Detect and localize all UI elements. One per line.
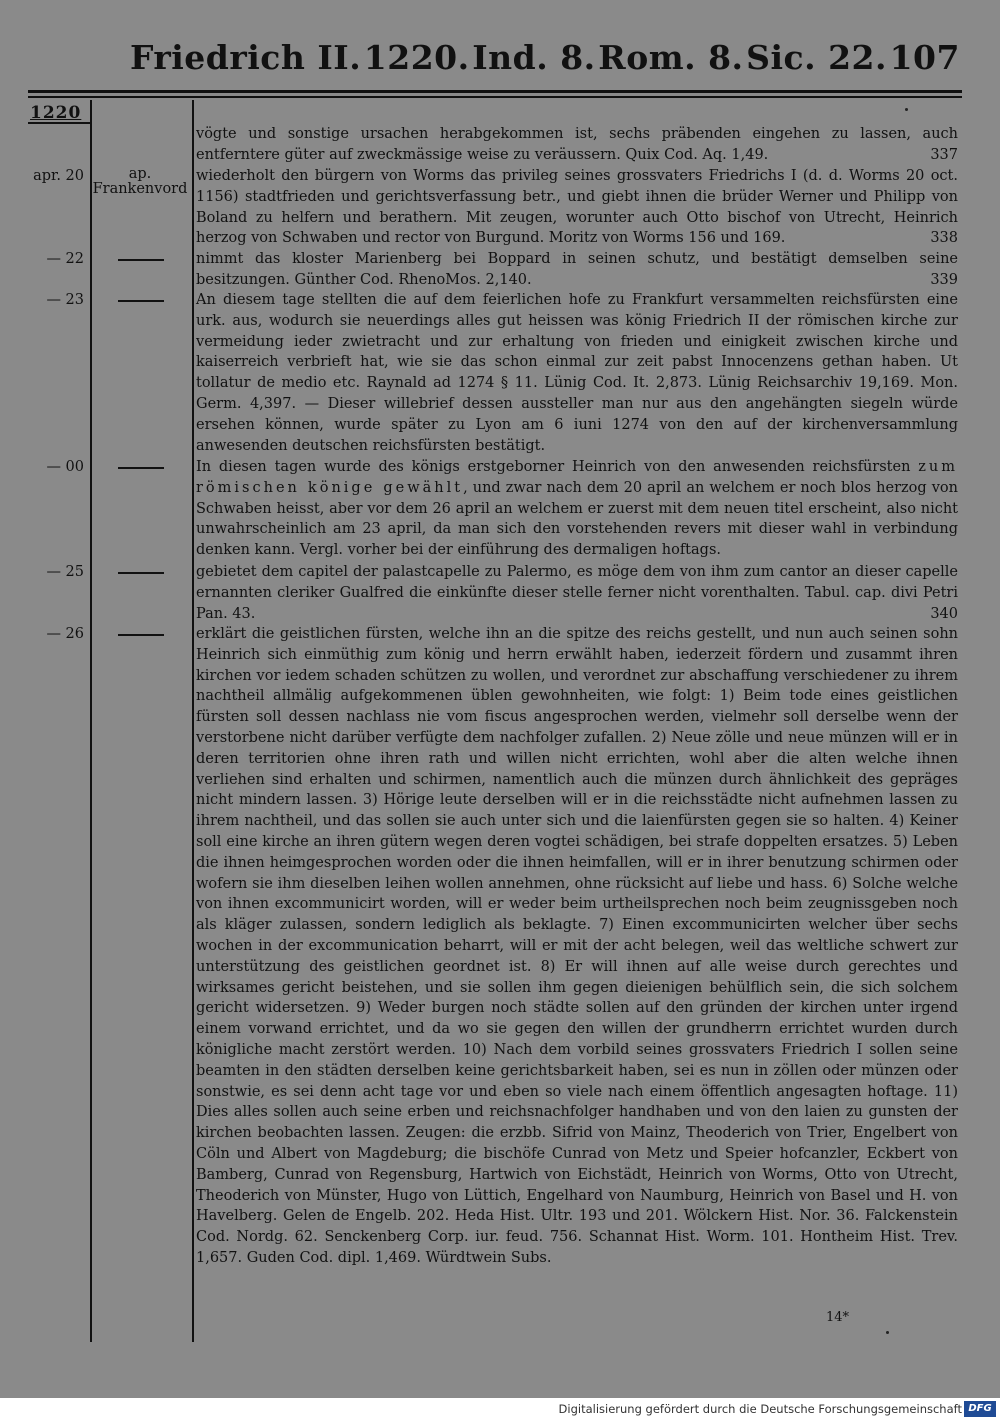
entry-number: 340 — [930, 605, 958, 622]
speck — [905, 108, 908, 111]
header-rule-thick — [28, 90, 962, 93]
column-divider-place — [192, 100, 194, 1342]
header-sic: Sic. 22. — [746, 38, 887, 77]
ditto-dash — [118, 300, 164, 302]
ditto-dash — [118, 634, 164, 636]
year-label: 1220 — [30, 103, 82, 123]
entry-date: apr. 20 — [33, 168, 84, 184]
entry-date: — 22 — [46, 251, 84, 267]
entry-text: vögte und sonstige ursachen herabgekommen ist, sechs präbenden eingehen zu lassen, auch entferntere güter auf zweckmässige weise zu veräussern. Quix Cod. Aq. 1,49. 337 — [196, 124, 958, 166]
header-rule-thin — [28, 96, 962, 98]
footer-text: Digitalisierung gefördert durch die Deutsche Forschungsgemeinschaft — [558, 1402, 962, 1416]
entry-text: wiederholt den bürgern von Worms das privileg seines grossvaters Friedrichs I (d. d. Worms 20 oct. 1156) stadtfrieden und gerichtsverfassung betr., und giebt ihnen die brüder Werner und Philipp von Boland zu helfern und berathern. Mit zeugen, worunter auch Otto bischof von Utrecht, Heinrich herzog von Schwaben und rector von Burgund. Moritz von Worms 156 und 169. 338 — [196, 166, 958, 249]
entry-place: ap. Frankenvord — [92, 166, 188, 197]
entry-text: In diesen tagen wurde des königs erstgeborner Heinrich von den anwesenden reichsfürsten zum römischen könige gewählt, und zwar nach dem 20 april an welchem er noch blos herzog von Schwaben heisst, aber vor dem 26 april an welchem er zuerst mit dem neuen titel erscheint, also nicht unwahrscheinlich am 23 april, da man sich den vorstehenden revers mit dieser wahl in verbindung denken kann. Vergl. vorher bei der einführung des dermaligen hoftags. — [196, 459, 958, 559]
dfg-logo: DFG — [964, 1401, 996, 1417]
entry-number: 338 — [930, 230, 958, 247]
entry-text: nimmt das kloster Marienberg bei Boppard in seinen schutz, und bestätigt demselben seine besitzungen. Günther Cod. RhenoMos. 2,140. 339 — [196, 249, 958, 291]
running-header — [130, 38, 960, 88]
entry-text: gebietet dem capitel der palastcapelle zu Palermo, es möge dem von ihm zum cantor an dieser capelle ernannten cleriker Gualfred die einkünfte dieser stelle ferner nicht vorenthalten. Tabul. cap. divi Petri Pan. 43. 340 — [196, 562, 958, 624]
speck — [886, 1331, 889, 1334]
entry-date: — 26 — [46, 626, 84, 642]
entry-text: erklärt die geistlichen fürsten, welche ihn an die spitze des reichs gestellt, und nun auch seinen sohn Heinrich sich einmüthig zum könig und herrn erwählt haben, iederzeit fördern und zusammt ihren kirchen vor iedem schaden schützen zu wollen, und verordnet zur abschaffung verschiedener zu ihrem nachtheil allmälig aufgekommenen üblen gewohnheiten, wie folgt: 1) Beim tode eines geistlichen fürsten soll dessen nachlass nie vom fiscus angesprochen werden, vielmehr soll derselbe wenn der verstorbene nicht darüber verfügte dem nachfolger zufallen. 2) Neue zölle und neue münzen will er in deren territorien ohne ihren rath und willen nicht errichten, wohl aber die alten welche ihnen verliehen sind erhalten und schirmen, namentlich auch die münzen durch ähnlichkeit des gepräges nicht mindern lassen. 3) Hörige leute derselben will er in die reichsstädte nicht aufnehmen lassen zu ihrem nachtheil, und das sollen sie auch unter sich und die laienfürsten gegen sie so halten. 4) Keiner soll eine kirche an ihren gütern wegen deren vogtei schädigen, bei strafe doppelten ersatzes. 5) Leben die ihnen heimgesprochen worden oder die ihnen heimfallen, will er in ihrer benutzung schirmen oder wofern sie ihm dieselben leihen wollen annehmen, ohne rücksicht auf liebe und hass. 6) Solche welche von ihnen excommunicirt worden, will er weder beim urtheilsprechen noch beim zeugnissgeben noch als kläger zulassen, sondern lediglich als beklagte. 7) Einen excommunicirten welcher über sechs wochen in der excommunication beharrt, will er mit der acht belegen, weil das weltliche schwert zur unterstützung des geistlichen geordnet ist. 8) Er will ihnen auf alle weise durch gerechtes und wirksames gericht beistehen, und sie sollen ihm gegen dieienigen behülflich sein, die sich solchem gericht widersetzen. 9) Weder burgen noch städte sollen auf den gründen der kirchen unter irgend einem vorwand errichtet, und da wo sie gegen den willen der grundherrn errichtet wurden durch königliche macht zerstört werden. 10) Nach dem vorbild seines grossvaters Friedrich I sollen seine beamten in den städten derselben keine gerichtsbarkeit haben, sei es nun in zöllen oder münzen oder sonstwie, es sei denn acht tage vor und eben so viele nach einem öffentlich angesagten hoftage. 11) Dies alles sollen auch seine erben und reichsnachfolger handhaben und von den laien zu gunsten der kirchen beobachten lassen. Zeugen: die erzbb. Sifrid von Mainz, Theoderich von Trier, Engelbert von Cöln und Albert von Magdeburg; die bischöfe Cunrad von Metz und Speier hofcanzler, Eckbert von Bamberg, Cunrad von Regensburg, Hartwich von Eichstädt, Heinrich von Worms, Otto von Utrecht, Theoderich von Münster, Hugo von Lüttich, Engelhard von Naumburg, Heinrich von Basel und H. von Havelberg. Gelen de Engelb. 202. Heda Hist. Ultr. 193 und 201. Wölckern Hist. Nor. 36. Falckenstein Cod. Nordg. 62. Senckenberg Corp. iur. feud. 756. Schannat Hist. Worm. 101. Hontheim Hist. Trev. 1,657. Guden Cod. dipl. 1,469. Würdtwein Subs. — [196, 626, 958, 1266]
header-title: Friedrich II. — [130, 38, 362, 77]
entry-date: — 25 — [46, 564, 84, 580]
digitization-footer — [0, 1398, 1000, 1421]
page-number: 107 — [889, 38, 960, 77]
column-divider-date — [90, 100, 92, 1342]
entry-text: An diesem tage stellten die auf dem feierlichen hofe zu Frankfurt versammelten reichsfürsten eine urk. aus, wodurch sie neuerdings alles gut heissen was könig Friedrich II der römischen kirche zur vermeidung ieder zwietracht und zur erhaltung von frieden und einigkeit zwischen kirche und kaiserreich verbrieft hat, wie sie das schon einmal zur zeit pabst Innocenzens gethan haben. Ut tollatur de medio etc. Raynald ad 1274 § 11. Lünig Cod. It. 2,873. Lünig Reichsarchiv 19,169. Mon. Germ. 4,397. — Dieser willebrief dessen aussteller man nur aus den angehängten siegeln würde ersehen können, wurde später zu Lyon am 6 iuni 1274 von den auf der kirchenversammlung anwesenden deutschen reichsfürsten bestätigt. — [196, 292, 958, 454]
entry-date: — 00 — [46, 459, 84, 475]
sheet-signature: 14* — [826, 1310, 850, 1325]
entry-number: 337 — [930, 146, 958, 163]
spaced-emphasis: zum römischen könige gewählt — [196, 459, 958, 496]
ditto-dash — [118, 259, 164, 261]
entry-date: — 23 — [46, 292, 84, 308]
ditto-dash — [118, 572, 164, 574]
ditto-dash — [118, 467, 164, 469]
header-year: 1220. — [363, 38, 470, 77]
header-indiction: Ind. 8. — [472, 38, 596, 77]
entry-number: 339 — [930, 271, 958, 288]
header-rom: Rom. 8. — [598, 38, 744, 77]
